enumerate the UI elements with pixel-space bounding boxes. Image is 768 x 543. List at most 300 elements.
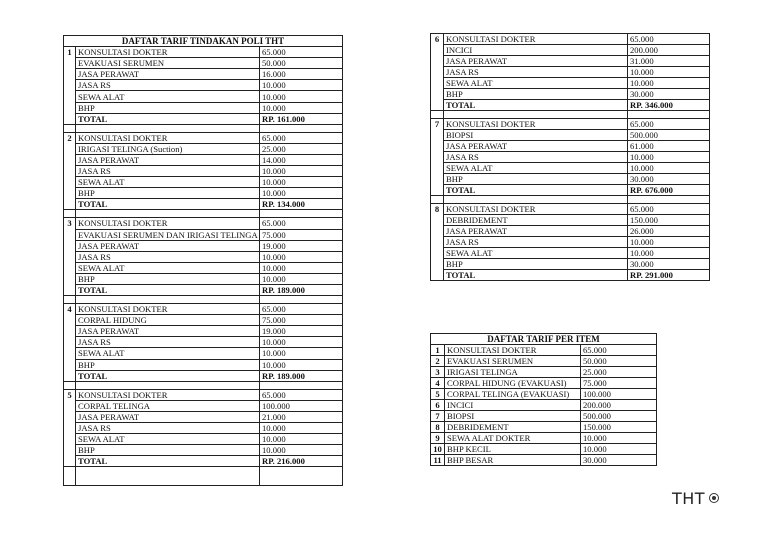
table-row (64, 411, 343, 422)
item-label: CORPAL TELINGA (76, 400, 260, 411)
total-value: RP. 291.000 (628, 270, 710, 281)
group-number (64, 58, 76, 69)
item-label: JASA PERAWAT (444, 56, 628, 67)
table-row (64, 143, 343, 154)
item-label: BHP (76, 188, 260, 199)
group-number (431, 56, 444, 67)
table-row (64, 58, 343, 69)
table-row (431, 45, 710, 56)
item-label: SEWA ALAT (76, 91, 260, 102)
group-number (64, 400, 76, 411)
item-value: 10.000 (260, 80, 343, 91)
item-value: 65.000 (260, 47, 343, 58)
item-label: JASA RS (444, 237, 628, 248)
table-row (64, 348, 343, 359)
table-row (64, 218, 343, 229)
group-number (431, 174, 444, 185)
group-number (431, 78, 444, 89)
table-row (431, 215, 710, 226)
item-label: SEWA ALAT (444, 163, 628, 174)
table-row (64, 69, 343, 80)
item-label: SEWA ALAT DOKTER (445, 433, 581, 444)
group-number (431, 89, 444, 100)
table-row (431, 411, 657, 422)
item-label: BHP (76, 273, 260, 284)
item-value: 10.000 (628, 248, 710, 259)
item-label: DEBRIDEMENT (444, 215, 628, 226)
item-label: JASA RS (76, 423, 260, 434)
item-value: 61.000 (628, 141, 710, 152)
total-label: TOTAL (76, 456, 260, 467)
right-tariff-table (430, 33, 710, 281)
total-label: TOTAL (76, 284, 260, 295)
item-number: 8 (431, 422, 445, 433)
item-label: JASA RS (76, 337, 260, 348)
group-number: 4 (64, 304, 76, 315)
item-label: EVAKUASI SERUMEN DAN IRIGASI TELINGA (76, 229, 260, 240)
item-value: 75.000 (581, 378, 657, 389)
item-value: 10.000 (260, 348, 343, 359)
item-value: 10.000 (581, 444, 657, 455)
spacer-cell (76, 467, 260, 486)
item-value: 75.000 (260, 315, 343, 326)
table-title: DAFTAR TARIF PER ITEM (431, 334, 657, 345)
total-row (431, 270, 710, 281)
group-number (64, 91, 76, 102)
group-number (64, 113, 76, 124)
table-row (64, 423, 343, 434)
group-number (431, 130, 444, 141)
total-value: RP. 189.000 (260, 284, 343, 295)
group-number (431, 259, 444, 270)
item-label: KONSULTASI DOKTER (76, 47, 260, 58)
total-label: TOTAL (76, 370, 260, 381)
spacer-cell (76, 210, 260, 218)
total-label: TOTAL (76, 113, 260, 124)
item-label: BIOPSI (444, 130, 628, 141)
table-row (64, 326, 343, 337)
table-row (431, 389, 657, 400)
item-value: 25.000 (260, 143, 343, 154)
group-number (431, 152, 444, 163)
table-row (431, 130, 710, 141)
total-row (64, 284, 343, 295)
item-value: 10.000 (260, 251, 343, 262)
table-row (431, 152, 710, 163)
spacer-row (64, 296, 343, 304)
total-row (64, 370, 343, 381)
spacer-cell (431, 196, 444, 204)
table-row (64, 304, 343, 315)
item-value: 10.000 (260, 177, 343, 188)
table-row (64, 47, 343, 58)
spacer-cell (628, 111, 710, 119)
item-label: BHP KECIL (445, 444, 581, 455)
total-value: RP. 189.000 (260, 370, 343, 381)
item-value: 200.000 (581, 400, 657, 411)
spacer-cell (64, 296, 76, 304)
table-row (64, 229, 343, 240)
total-row (431, 185, 710, 196)
group-number (64, 154, 76, 165)
group-number: 1 (64, 47, 76, 58)
item-number: 5 (431, 389, 445, 400)
group-number (64, 370, 76, 381)
table-row (431, 141, 710, 152)
item-label: SEWA ALAT (76, 434, 260, 445)
item-value: 30.000 (628, 259, 710, 270)
item-value: 200.000 (628, 45, 710, 56)
item-value: 30.000 (628, 174, 710, 185)
spacer-row (64, 210, 343, 218)
group-number (64, 199, 76, 210)
spacer-cell (260, 381, 343, 389)
item-label: JASA PERAWAT (76, 154, 260, 165)
table-row (64, 188, 343, 199)
item-label: INCICI (444, 45, 628, 56)
group-number: 8 (431, 204, 444, 215)
item-value: 10.000 (628, 78, 710, 89)
group-number (64, 229, 76, 240)
item-value: 10.000 (628, 67, 710, 78)
table-row (64, 132, 343, 143)
spacer-cell (260, 296, 343, 304)
table-row (64, 262, 343, 273)
group-number (64, 273, 76, 284)
group-number (64, 251, 76, 262)
table-row (64, 434, 343, 445)
spacer-row (64, 381, 343, 389)
group-number (431, 248, 444, 259)
table-title-row (431, 334, 657, 345)
item-label: BHP (76, 102, 260, 113)
table-row (64, 337, 343, 348)
total-label: TOTAL (444, 185, 628, 196)
item-value: 100.000 (581, 389, 657, 400)
spacer-cell (628, 196, 710, 204)
group-number (64, 80, 76, 91)
table-row (431, 78, 710, 89)
item-value: 65.000 (260, 132, 343, 143)
item-value: 150.000 (581, 422, 657, 433)
total-value: RP. 134.000 (260, 199, 343, 210)
table-row (431, 226, 710, 237)
item-label: SEWA ALAT (444, 248, 628, 259)
table-row (64, 154, 343, 165)
group-number (431, 185, 444, 196)
item-label: KONSULTASI DOKTER (76, 389, 260, 400)
item-number: 11 (431, 455, 445, 466)
item-label: CORPAL TELINGA (EVAKUASI) (445, 389, 581, 400)
table-row (431, 248, 710, 259)
item-label: BIOPSI (445, 411, 581, 422)
total-label: TOTAL (444, 270, 628, 281)
item-value: 65.000 (628, 119, 710, 130)
item-label: BHP (444, 259, 628, 270)
item-value: 10.000 (260, 188, 343, 199)
group-number (64, 69, 76, 80)
item-value: 10.000 (581, 433, 657, 444)
item-value: 10.000 (260, 337, 343, 348)
item-value: 50.000 (260, 58, 343, 69)
item-value: 31.000 (628, 56, 710, 67)
group-number (64, 102, 76, 113)
table-title: DAFTAR TARIF TINDAKAN POLI THT (64, 36, 343, 47)
item-number: 9 (431, 433, 445, 444)
group-number (431, 226, 444, 237)
item-label: KONSULTASI DOKTER (76, 304, 260, 315)
item-label: JASA PERAWAT (444, 226, 628, 237)
table-title-row (64, 36, 343, 47)
table-row (64, 273, 343, 284)
table-row (431, 259, 710, 270)
item-value: 65.000 (260, 304, 343, 315)
item-value: 10.000 (260, 423, 343, 434)
spacer-cell (431, 111, 444, 119)
item-label: KONSULTASI DOKTER (444, 204, 628, 215)
table-row (64, 359, 343, 370)
table-row (431, 174, 710, 185)
spacer-cell (260, 467, 343, 486)
item-label: KONSULTASI DOKTER (76, 218, 260, 229)
table-row (64, 389, 343, 400)
table-row (431, 67, 710, 78)
spacer-cell (260, 210, 343, 218)
group-number: 3 (64, 218, 76, 229)
spacer-row (431, 111, 710, 119)
item-label: JASA RS (444, 67, 628, 78)
item-number: 2 (431, 356, 445, 367)
table-row (64, 166, 343, 177)
item-number: 7 (431, 411, 445, 422)
item-label: DEBRIDEMENT (445, 422, 581, 433)
spacer-cell (64, 210, 76, 218)
table-row (431, 204, 710, 215)
item-value: 14.000 (260, 154, 343, 165)
brand-logo (672, 489, 719, 508)
table-row (431, 444, 657, 455)
total-row (431, 100, 710, 111)
item-number: 4 (431, 378, 445, 389)
item-number: 3 (431, 367, 445, 378)
item-label: BHP (444, 89, 628, 100)
group-number (64, 445, 76, 456)
item-number: 6 (431, 400, 445, 411)
item-value: 65.000 (260, 218, 343, 229)
item-value: 65.000 (628, 34, 710, 45)
group-number (64, 315, 76, 326)
group-number: 2 (64, 132, 76, 143)
group-number (64, 166, 76, 177)
item-label: BHP BESAR (445, 455, 581, 466)
item-value: 150.000 (628, 215, 710, 226)
item-label: EVAKUASI SERUMEN (445, 356, 581, 367)
group-number: 7 (431, 119, 444, 130)
item-label: CORPAL HIDUNG (EVAKUASI) (445, 378, 581, 389)
table-row (64, 80, 343, 91)
group-number (64, 348, 76, 359)
spacer-cell (260, 124, 343, 132)
group-number (64, 434, 76, 445)
table-row (64, 91, 343, 102)
spacer-cell (64, 467, 76, 486)
item-label: KONSULTASI DOKTER (444, 34, 628, 45)
item-label: KONSULTASI DOKTER (445, 345, 581, 356)
group-number (431, 67, 444, 78)
total-value: RP. 161.000 (260, 113, 343, 124)
group-number (64, 359, 76, 370)
table-row (431, 345, 657, 356)
spacer-cell (76, 124, 260, 132)
item-label: SEWA ALAT (76, 177, 260, 188)
item-label: SEWA ALAT (76, 348, 260, 359)
item-label: SEWA ALAT (76, 262, 260, 273)
item-label: JASA RS (76, 251, 260, 262)
item-label: KONSULTASI DOKTER (444, 119, 628, 130)
item-value: 500.000 (581, 411, 657, 422)
table-row (431, 378, 657, 389)
item-number: 10 (431, 444, 445, 455)
group-number (431, 100, 444, 111)
table-row (64, 177, 343, 188)
item-value: 21.000 (260, 411, 343, 422)
table-row (431, 56, 710, 67)
item-value: 26.000 (628, 226, 710, 237)
total-row (64, 199, 343, 210)
item-value: 50.000 (581, 356, 657, 367)
group-number (64, 143, 76, 154)
item-value: 10.000 (260, 166, 343, 177)
item-value: 19.000 (260, 240, 343, 251)
item-label: CORPAL HIDUNG (76, 315, 260, 326)
spacer-cell (76, 381, 260, 389)
item-value: 16.000 (260, 69, 343, 80)
item-value: 25.000 (581, 367, 657, 378)
item-value: 65.000 (260, 389, 343, 400)
item-value: 10.000 (628, 237, 710, 248)
table-row (431, 356, 657, 367)
item-label: JASA PERAWAT (444, 141, 628, 152)
item-value: 10.000 (628, 152, 710, 163)
group-number (431, 141, 444, 152)
main-tariff-table (63, 35, 343, 486)
total-row (64, 456, 343, 467)
item-value: 65.000 (628, 204, 710, 215)
table-row (431, 422, 657, 433)
group-number (64, 456, 76, 467)
table-row (64, 240, 343, 251)
spacer-cell (64, 381, 76, 389)
table-row (64, 315, 343, 326)
item-label: JASA PERAWAT (76, 411, 260, 422)
item-value: 10.000 (260, 273, 343, 284)
spacer-cell (64, 124, 76, 132)
table-row (64, 445, 343, 456)
total-value: RP. 216.000 (260, 456, 343, 467)
item-value: 10.000 (260, 262, 343, 273)
total-label: TOTAL (444, 100, 628, 111)
item-value: 10.000 (628, 163, 710, 174)
group-number (431, 215, 444, 226)
brand-circle-icon (709, 493, 719, 503)
group-number (64, 240, 76, 251)
item-value: 500.000 (628, 130, 710, 141)
table-row (431, 367, 657, 378)
item-value: 10.000 (260, 102, 343, 113)
group-number (64, 177, 76, 188)
group-number (64, 326, 76, 337)
item-label: IRIGASI TELINGA (Suction) (76, 143, 260, 154)
table-row (431, 119, 710, 130)
group-number (64, 411, 76, 422)
table-row (431, 455, 657, 466)
table-row (431, 433, 657, 444)
item-label: JASA RS (76, 166, 260, 177)
spacer-cell (76, 296, 260, 304)
item-value: 10.000 (260, 434, 343, 445)
spacer-cell (444, 196, 628, 204)
group-number (64, 423, 76, 434)
item-value: 10.000 (260, 445, 343, 456)
group-number (431, 45, 444, 56)
item-value: 10.000 (260, 91, 343, 102)
item-label: JASA RS (444, 152, 628, 163)
group-number: 6 (431, 34, 444, 45)
group-number (64, 262, 76, 273)
item-label: JASA RS (76, 80, 260, 91)
table-row (431, 163, 710, 174)
total-value: RP. 676.000 (628, 185, 710, 196)
spacer-row (64, 467, 343, 486)
item-value: 100.000 (260, 400, 343, 411)
table-row (431, 400, 657, 411)
item-label: BHP (76, 359, 260, 370)
total-label: TOTAL (76, 199, 260, 210)
item-label: JASA PERAWAT (76, 240, 260, 251)
group-number (431, 270, 444, 281)
group-number: 5 (64, 389, 76, 400)
total-value: RP. 346.000 (628, 100, 710, 111)
group-number (431, 237, 444, 248)
item-label: IRIGASI TELINGA (445, 367, 581, 378)
item-value: 30.000 (628, 89, 710, 100)
item-value: 19.000 (260, 326, 343, 337)
per-item-tariff-table (430, 333, 657, 466)
group-number (64, 188, 76, 199)
table-row (64, 102, 343, 113)
total-row (64, 113, 343, 124)
group-number (64, 284, 76, 295)
item-value: 75.000 (260, 229, 343, 240)
group-number (431, 163, 444, 174)
spacer-row (431, 196, 710, 204)
item-label: JASA PERAWAT (76, 326, 260, 337)
item-label: KONSULTASI DOKTER (76, 132, 260, 143)
item-value: 30.000 (581, 455, 657, 466)
spacer-row (64, 124, 343, 132)
item-label: EVAKUASI SERUMEN (76, 58, 260, 69)
item-value: 10.000 (260, 359, 343, 370)
spacer-cell (444, 111, 628, 119)
item-label: INCICI (445, 400, 581, 411)
group-number (64, 337, 76, 348)
item-value: 65.000 (581, 345, 657, 356)
table-row (431, 237, 710, 248)
item-label: BHP (444, 174, 628, 185)
item-number: 1 (431, 345, 445, 356)
item-label: BHP (76, 445, 260, 456)
brand-text: THT (672, 489, 706, 508)
